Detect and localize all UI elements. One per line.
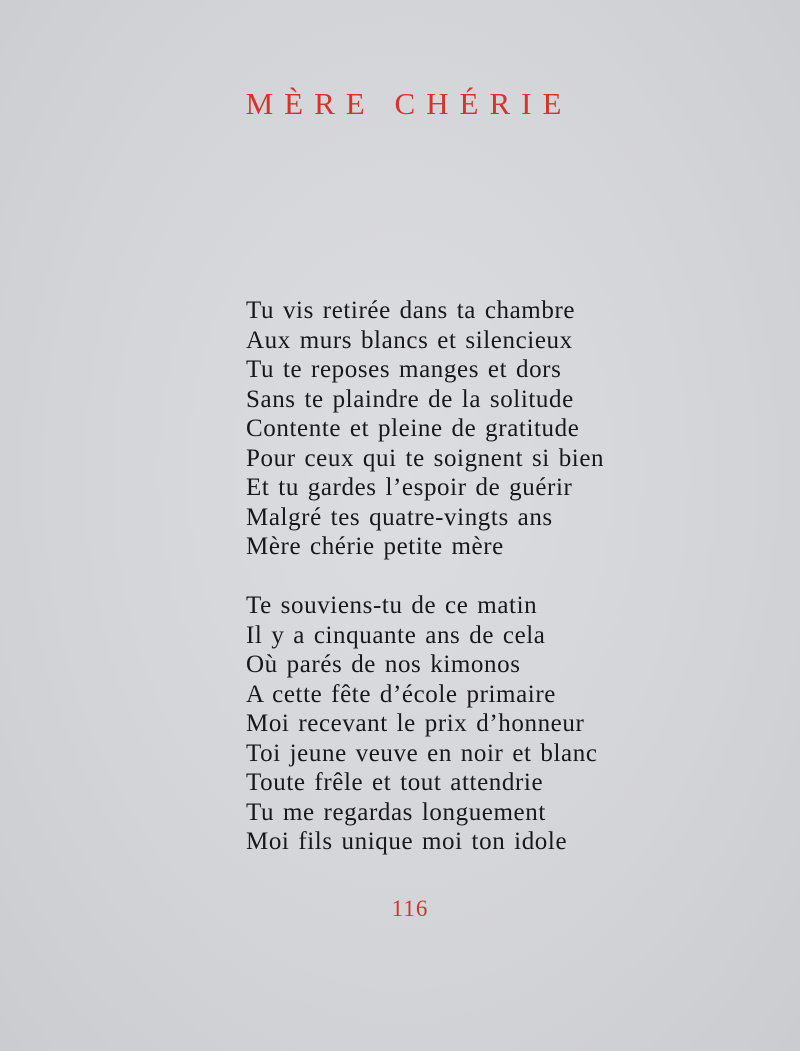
poem-line: Où parés de nos kimonos xyxy=(246,651,521,678)
poem-line: Toi jeune veuve en noir et blanc xyxy=(246,739,598,767)
poem-line: Contente et pleine de gratitude xyxy=(246,415,580,442)
poem-line: Tu me regardas longuement xyxy=(246,798,546,826)
poem-line: Te souviens-tu de ce matin xyxy=(246,592,538,619)
poem-title: MÈRE CHÉRIE xyxy=(245,86,573,121)
poem-line: Pour ceux qui te soignent si bien xyxy=(246,444,605,472)
poem-line: Toute frêle et tout attendrie xyxy=(246,769,544,796)
stanza-1 xyxy=(246,296,666,562)
poem-line: Moi recevant le prix d’honneur xyxy=(246,710,585,737)
poem-line: Malgré tes quatre-vingts ans xyxy=(246,503,553,531)
stanza-2 xyxy=(246,591,666,857)
poem-line: Sans te plaindre de la solitude xyxy=(246,385,574,413)
poem-body xyxy=(246,296,666,857)
poem-line: Mère chérie petite mère xyxy=(246,533,504,560)
poem-line: Tu vis retirée dans ta chambre xyxy=(246,297,576,324)
poem-line: Tu te reposes manges et dors xyxy=(246,356,562,383)
poem-line: Aux murs blancs et silencieux xyxy=(246,326,573,354)
poem-line: Et tu gardes l’espoir de guérir xyxy=(246,474,573,501)
poem-line: Il y a cinquante ans de cela xyxy=(246,621,546,649)
page-number: 116 xyxy=(391,896,429,921)
poem-line: A cette fête d’école primaire xyxy=(246,680,556,708)
poem-line: Moi fils unique moi ton idole xyxy=(246,828,568,855)
